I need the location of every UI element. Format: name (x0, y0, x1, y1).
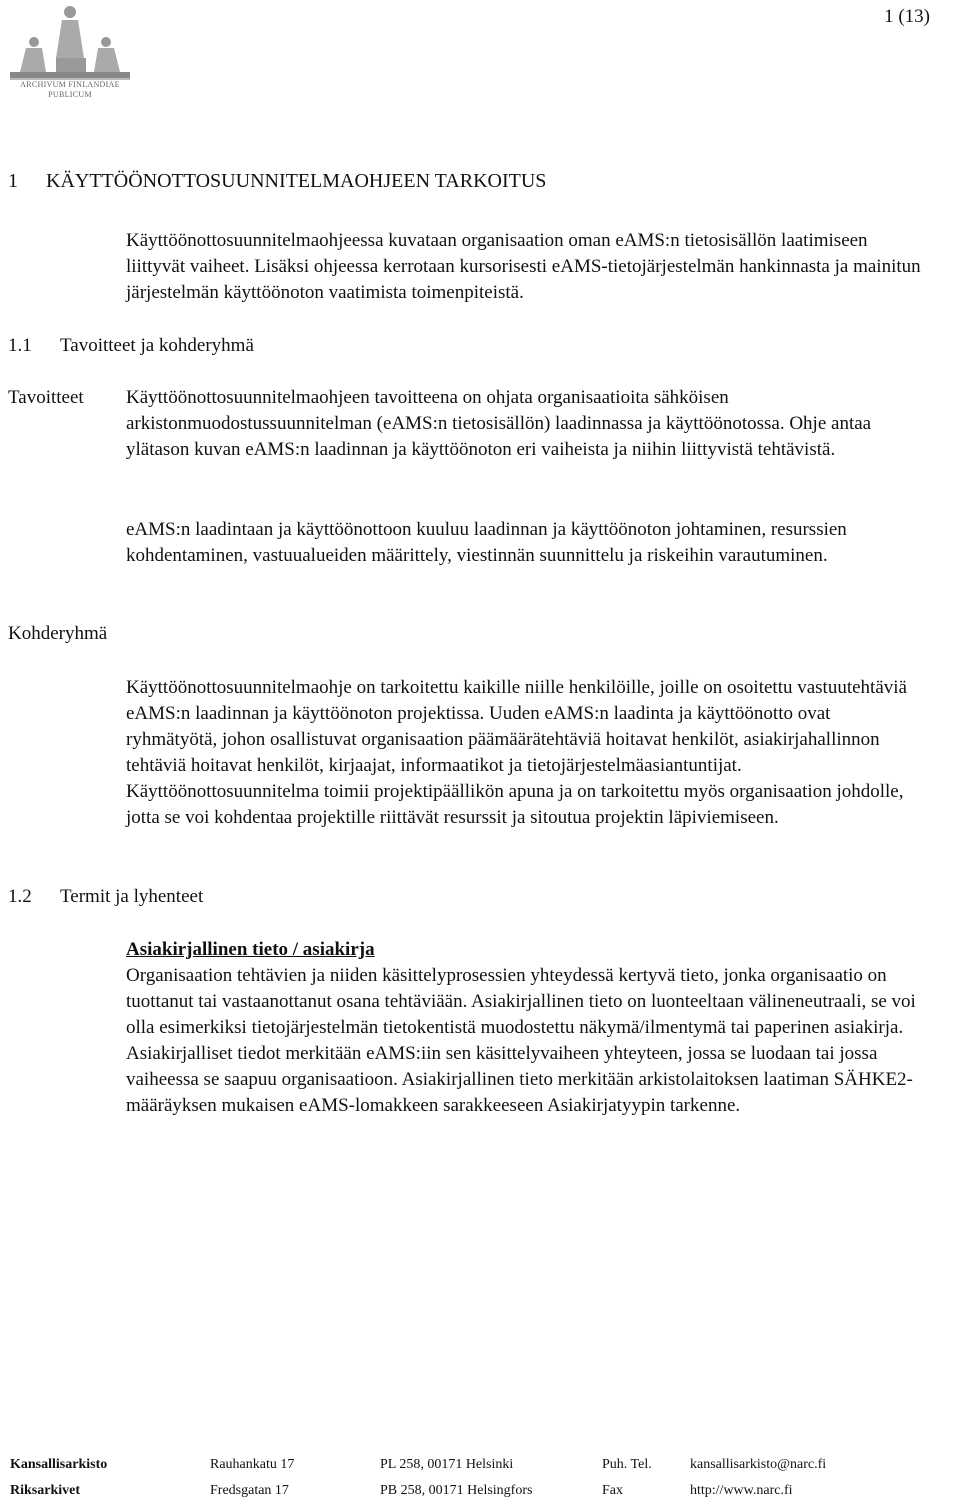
term-definition: Organisaation tehtävien ja niiden käsittelyprosessien yhteydessä kertyvä tieto, jonka organisaatio on tuottanut tai vastaanottanut osana tehtäviään. Asiakirjallinen tieto on luonteeltaan välineneutraali, se voi olla esimerkiksi tietojärjestelmän tietokentistä muodostettu näkymä/ilmentymä tai paperinen asiakirja. Asiakirjalliset tiedot merkitään eAMS:iin sen käsittelyvaiheen yhteyteen, jossa se luodaan tai jossa vaiheessa se saapuu organisaatioon. Asiakirjallinen tieto merkitään arkistolaitoksen laatiman SÄHKE2-määräyksen mukaisen eAMS-lomakkeen sarakkeeseen Asiakirjatyypin tarkenne. (126, 965, 916, 1116)
footer-contact-label: Fax (602, 1483, 623, 1498)
section-title: Termit ja lyhenteet (60, 886, 204, 907)
term-entry (126, 937, 926, 1119)
section-number: 1.1 (8, 335, 32, 356)
goals-paragraph-2: eAMS:n laadintaan ja käyttöönottoon kuuluu laadinnan ja käyttöönoton johtaminen, resurssien kohdentaminen, vastuualueiden määrittely, viestinnän suunnittelu ja riskeihin varautuminen. (126, 519, 847, 566)
intro-paragraph: Käyttöönottosuunnitelmaohjeessa kuvataan organisaation oman eAMS:n tietosisällön laatimiseen liittyvät vaiheet. Lisäksi ohjeessa kerrotaan kursorisesti eAMS-tietojärjestelmän hankinnasta ja mainitun järjestelmän käyttöönoton vaatimista toimenpiteistä. (126, 230, 921, 303)
target-group-paragraph: Käyttöönottosuunnitelmaohje on tarkoitettu kaikille niille henkilöille, joille on osoitettu vastuutehtäviä eAMS:n laadinnan ja käyttöönoton projektissa. Uuden eAMS:n laadinta ja käyttöönotto ovat ryhmätyötä, johon osallistuvat organisaation päämäärätehtäviä hoitavat henkilöt, asiakirjahallinnon tehtäviä hoitavat henkilöt, kirjaajat, informaatikot ja tietojärjestelmäasiantuntijat. Käyttöönottosuunnitelma toimii projektipäällikön apuna ja on tarkoitettu myös organisaation johdolle, jotta se voi kohdentaa projektille riittävät resurssit ja sitoutua projektin läpiviemiseen. (126, 677, 907, 828)
footer-contact-value: http://www.narc.fi (690, 1483, 793, 1498)
section-heading-1-1 (8, 333, 254, 359)
footer-po-box: PL 258, 00171 Helsinki (380, 1457, 514, 1472)
goals-label: Tavoitteet (8, 387, 84, 408)
footer-contact-label: Puh. Tel. (602, 1457, 652, 1472)
section-heading-1-2 (8, 884, 203, 910)
section-title: KÄYTTÖÖNOTTOSUUNNITELMAOHJEEN TARKOITUS (46, 170, 547, 192)
target-group-label: Kohderyhmä (8, 623, 108, 644)
section-number: 1.2 (8, 886, 32, 907)
footer-po-box: PB 258, 00171 Helsingfors (380, 1483, 533, 1498)
page-number: 1 (13) (884, 6, 930, 27)
footer-contact-value: kansallisarkisto@narc.fi (690, 1457, 827, 1472)
logo-caption: ARCHIVUM FINLANDIAE PUBLICUM (20, 80, 120, 99)
footer-address: Rauhankatu 17 (210, 1457, 295, 1472)
section-title: Tavoitteet ja kohderyhmä (60, 335, 254, 356)
footer-org: Riksarkivet (10, 1483, 80, 1498)
page-footer (10, 1452, 950, 1504)
footer-row (10, 1478, 950, 1504)
section-heading-1 (8, 168, 546, 194)
footer-org: Kansallisarkisto (10, 1457, 108, 1472)
section-number: 1 (8, 170, 18, 192)
goals-paragraph-1: Käyttöönottosuunnitelmaohjeen tavoitteena on ohjata organisaatioita sähköisen arkistonmuodostussuunnitelman (eAMS:n tietosisällön) laadinnassa ja käyttöönotossa. Ohje antaa ylätason kuvan eAMS:n laadinnan ja käyttöönoton eri vaiheista ja niihin liittyvistä tehtävistä. (126, 387, 872, 460)
footer-row (10, 1452, 950, 1478)
footer-address: Fredsgatan 17 (210, 1483, 289, 1498)
term-title: Asiakirjallinen tieto / asiakirja (126, 939, 375, 960)
